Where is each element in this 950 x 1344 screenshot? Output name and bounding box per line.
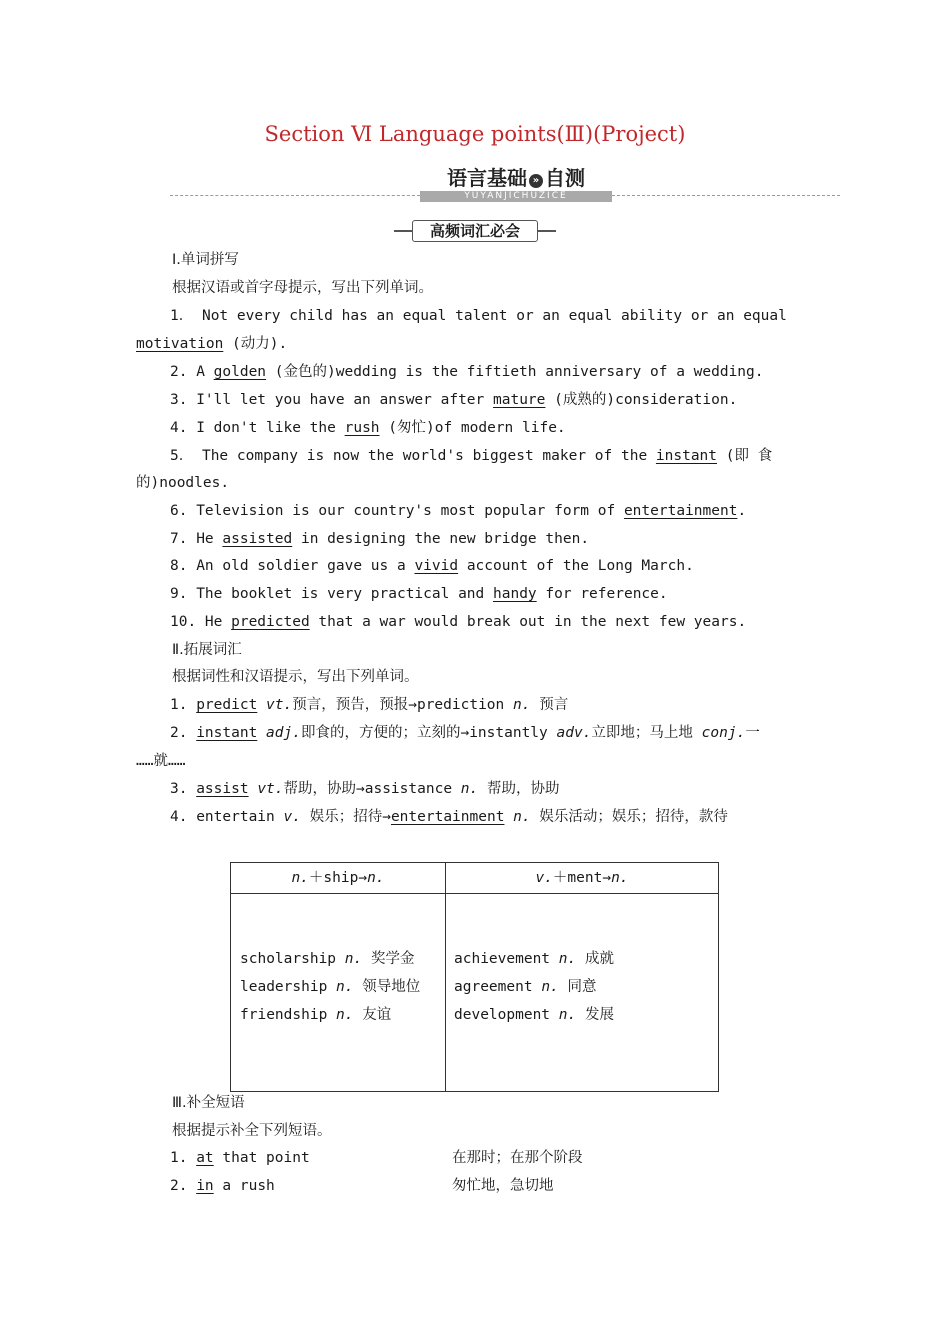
part-of-speech: vt.	[248, 781, 284, 797]
question-3	[170, 390, 737, 410]
item-text: 立即地；马上地	[591, 725, 702, 741]
word: leadership	[240, 979, 337, 995]
answer: handy	[493, 586, 537, 602]
double-chevron-icon: »	[529, 174, 543, 188]
question-text: (动力).	[223, 336, 288, 352]
banner-title-left: 语言基础	[447, 166, 527, 190]
header-suffix: ＋ship→	[308, 870, 368, 886]
item-number: 2.	[170, 1178, 197, 1194]
phrase-text: that point	[213, 1150, 310, 1166]
table-row	[240, 1001, 420, 1029]
banner-pinyin: YUYANJICHUZICE	[420, 191, 612, 202]
meaning: 奖学金	[362, 951, 415, 967]
answer: instant	[196, 725, 258, 741]
question-text: .	[737, 503, 747, 519]
table-row	[454, 973, 614, 1001]
phrase-2-meaning: 匆忙地，急切地	[452, 1178, 554, 1194]
vocab-item-2	[170, 723, 760, 743]
answer: instant	[655, 448, 718, 464]
question-7	[170, 529, 589, 549]
table-row	[454, 945, 614, 973]
word-formation-table	[230, 862, 719, 1092]
question-4	[170, 418, 566, 438]
item-number: 3.	[170, 781, 197, 797]
part-of-speech: adj.	[257, 725, 301, 741]
banner-divider-left	[170, 195, 420, 196]
question-5	[170, 446, 772, 466]
part-of-speech: n.	[504, 809, 531, 825]
part2-instruction: 根据词性和汉语提示，写出下列单词。	[172, 669, 419, 685]
table-column-divider	[445, 863, 446, 1091]
part1-heading: Ⅰ.单词拼写	[172, 252, 239, 268]
item-number: 1.	[170, 697, 197, 713]
part-of-speech: vt.	[257, 697, 293, 713]
banner-title-right: 自测	[545, 166, 585, 190]
part-of-speech: conj.	[701, 725, 746, 741]
answer: vivid	[414, 558, 459, 574]
part1-instruction: 根据汉语或首字母提示，写出下列单词。	[172, 280, 433, 296]
question-6	[170, 501, 746, 521]
question-10	[170, 612, 746, 632]
vocab-item-2-cont: ……就……	[136, 753, 186, 769]
item-text: 即食的，方便的；立刻的→instantly	[300, 725, 557, 741]
question-text: 6. Television is our country's most popular form of	[170, 503, 624, 519]
meaning: 成就	[576, 951, 614, 967]
part-of-speech: v.	[283, 809, 301, 825]
question-text: 9. The booklet is very practical and	[170, 586, 494, 602]
answer: golden	[213, 364, 267, 380]
part-of-speech: adv.	[556, 725, 592, 741]
table-header-divider	[231, 893, 718, 894]
sub-banner-label: 高频词汇必会	[412, 220, 538, 242]
table-cell-ment	[454, 945, 614, 1029]
part-of-speech: n.	[344, 951, 363, 967]
meaning: 友谊	[353, 1007, 392, 1023]
question-9	[170, 584, 668, 604]
question-text: 3. I'll let you have an answer after	[170, 392, 494, 408]
phrase-2	[170, 1176, 275, 1196]
table-header-ship	[231, 863, 445, 893]
part-of-speech: n.	[541, 979, 559, 995]
part-of-speech: n.	[558, 1007, 577, 1023]
vocab-item-1	[170, 695, 568, 715]
meaning: 领导地位	[353, 979, 421, 995]
question-5-cont: 的)noodles.	[136, 475, 230, 491]
section-banner	[170, 162, 840, 204]
table-row	[240, 973, 420, 1001]
table-row	[240, 945, 420, 973]
item-text: 帮助，协助→assistance	[283, 781, 461, 797]
answer: rush	[344, 420, 380, 436]
question-text: (匆忙)of modern life.	[379, 420, 566, 436]
answer: mature	[493, 392, 546, 408]
vocab-item-4	[170, 807, 728, 827]
sub-section-banner	[394, 220, 556, 242]
question-text: 10. He	[170, 614, 232, 630]
word: agreement	[454, 979, 542, 995]
item-text: 帮助，协助	[478, 781, 560, 797]
phrase-text: a rush	[213, 1178, 275, 1194]
table-cell-ship	[240, 945, 420, 1029]
answer: predicted	[231, 614, 310, 630]
header-pos: n.	[367, 870, 385, 886]
question-text: that a war would break out in the next few years.	[309, 614, 747, 630]
part3-instruction: 根据提示补全下列短语。	[172, 1123, 332, 1139]
meaning: 发展	[576, 1007, 614, 1023]
question-text: 2. A	[170, 364, 214, 380]
question-text: in designing the new bridge then.	[292, 531, 590, 547]
answer: entertainment	[623, 503, 738, 519]
part-of-speech: n.	[558, 951, 577, 967]
question-text: 4. I don't like the	[170, 420, 345, 436]
phrase-1-meaning: 在那时；在那个阶段	[452, 1150, 583, 1166]
question-2	[170, 362, 764, 382]
word: friendship	[240, 1007, 337, 1023]
question-text: 5． The company is now the world's biggest maker of the	[170, 448, 656, 464]
table-row	[454, 1001, 614, 1029]
question-8	[170, 556, 694, 576]
word: achievement	[454, 951, 559, 967]
part2-heading: Ⅱ.拓展词汇	[172, 642, 242, 658]
answer: assist	[196, 781, 249, 797]
part-of-speech: n.	[336, 979, 354, 995]
item-text: 娱乐活动；娱乐；招待，款待	[530, 809, 728, 825]
question-text: 1． Not every child has an equal talent or an equal ability or an equal	[170, 308, 787, 324]
answer: assisted	[222, 531, 293, 547]
part-of-speech: n.	[513, 697, 531, 713]
banner-divider-right	[612, 195, 840, 196]
question-text: 8. An old soldier gave us a	[170, 558, 415, 574]
answer: motivation	[136, 336, 224, 352]
banner-title	[420, 162, 612, 190]
word: development	[454, 1007, 559, 1023]
meaning: 同意	[558, 979, 597, 995]
item-text: 4. entertain	[170, 809, 284, 825]
question-1	[170, 306, 787, 326]
item-text: 预言，预告，预报→prediction	[292, 697, 513, 713]
page-title: Section Ⅵ Language points(Ⅲ)(Project)	[264, 122, 686, 146]
phrase-1	[170, 1148, 310, 1168]
question-text: 7. He	[170, 531, 223, 547]
header-suffix: ＋ment→	[552, 870, 612, 886]
header-pos: n.	[611, 870, 629, 886]
part-of-speech: n.	[460, 781, 479, 797]
header-pos: n.	[291, 870, 309, 886]
question-text: account of the Long March.	[458, 558, 694, 574]
answer: entertainment	[390, 809, 505, 825]
part3-heading: Ⅲ.补全短语	[172, 1095, 245, 1111]
question-text: (成熟的)consideration.	[545, 392, 738, 408]
item-text: 预言	[530, 697, 569, 713]
item-text: 娱乐；招待→	[300, 809, 391, 825]
question-text: (即 食	[717, 448, 773, 464]
answer: predict	[196, 697, 258, 713]
item-number: 1.	[170, 1150, 197, 1166]
answer: in	[196, 1178, 214, 1194]
table-header-ment	[446, 863, 718, 893]
question-text: (金色的)wedding is the fiftieth anniversary of a wedding.	[266, 364, 764, 380]
answer: at	[196, 1150, 214, 1166]
vocab-item-3	[170, 779, 559, 799]
part-of-speech: n.	[336, 1007, 354, 1023]
question-text: for reference.	[536, 586, 668, 602]
item-text: 一	[745, 725, 760, 741]
header-pos: v.	[535, 870, 553, 886]
item-number: 2.	[170, 725, 197, 741]
word: scholarship	[240, 951, 345, 967]
question-1-cont	[136, 334, 287, 354]
